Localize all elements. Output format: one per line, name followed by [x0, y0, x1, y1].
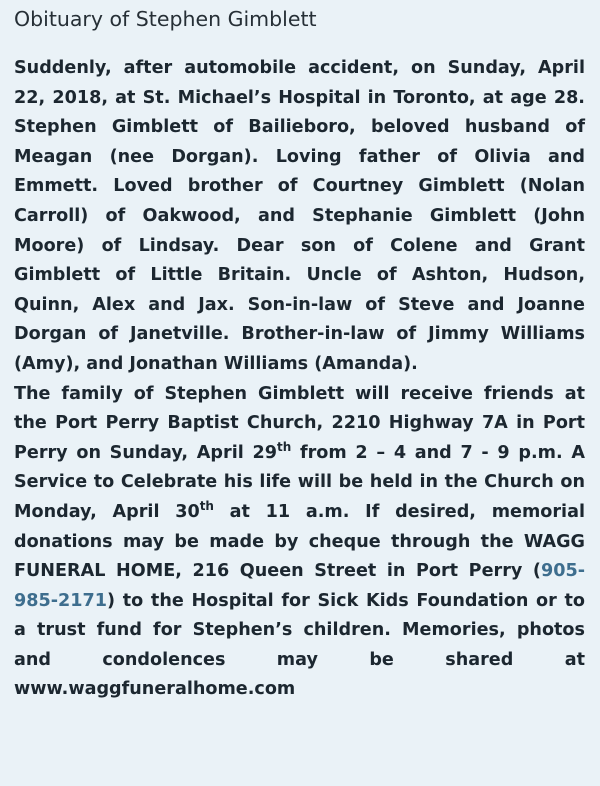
condolence-text: ) to the Hospital for Sick Kids Foundation or to a trust fund for Stephen’s children. Memories, photos and condolences may be shared at	[14, 590, 585, 670]
obituary-paragraph-2	[14, 380, 585, 706]
visitation-text: The family of Stephen Gimblett will receive friends at the Port Perry Baptist Church, 2210 Highway 7A in Port Perry on Sunday, April 29	[14, 383, 585, 463]
phone-link[interactable]: 905-985-2171	[14, 561, 585, 611]
obituary-text-1: Suddenly, after automobile accident, on Sunday, April 22, 2018, at St. Michael’s Hospital in Toronto, at age 28. Stephen Gimblett of Bailieboro, beloved husband of Meagan (nee Dorgan). Loving father of Olivia and Emmett. Loved brother of Courtney Gimblett (Nolan Carroll) of Oakwood, and Stephanie Gimblett (John Moore) of Lindsay. Dear son of Colene and Grant Gimblett of Little Britain. Uncle of Ashton, Hudson, Quinn, Alex and Jax. Son-in-law of Steve and Joanne Dorgan of Janetville. Brother-in-law of Jimmy Williams (Amy), and Jonathan Williams (Amanda).	[14, 58, 585, 374]
service-text: from 2 – 4 and 7 - 9 p.m. A Service to Celebrate his life will be held in the Church on Monday, April 30	[14, 442, 585, 522]
date-ordinal-suffix: th	[276, 439, 292, 454]
donation-text: at 11 a.m. If desired, memorial donations may be made by cheque through the WAGG FUNERAL HOME, 216 Queen Street in Port Perry (	[14, 501, 585, 582]
website-link[interactable]: www.waggfuneralhome.com	[14, 679, 296, 700]
page-title: Obituary of Stephen Gimblett	[14, 7, 317, 31]
obituary-paragraph-1	[14, 54, 585, 380]
date-ordinal-suffix: th	[199, 498, 214, 513]
